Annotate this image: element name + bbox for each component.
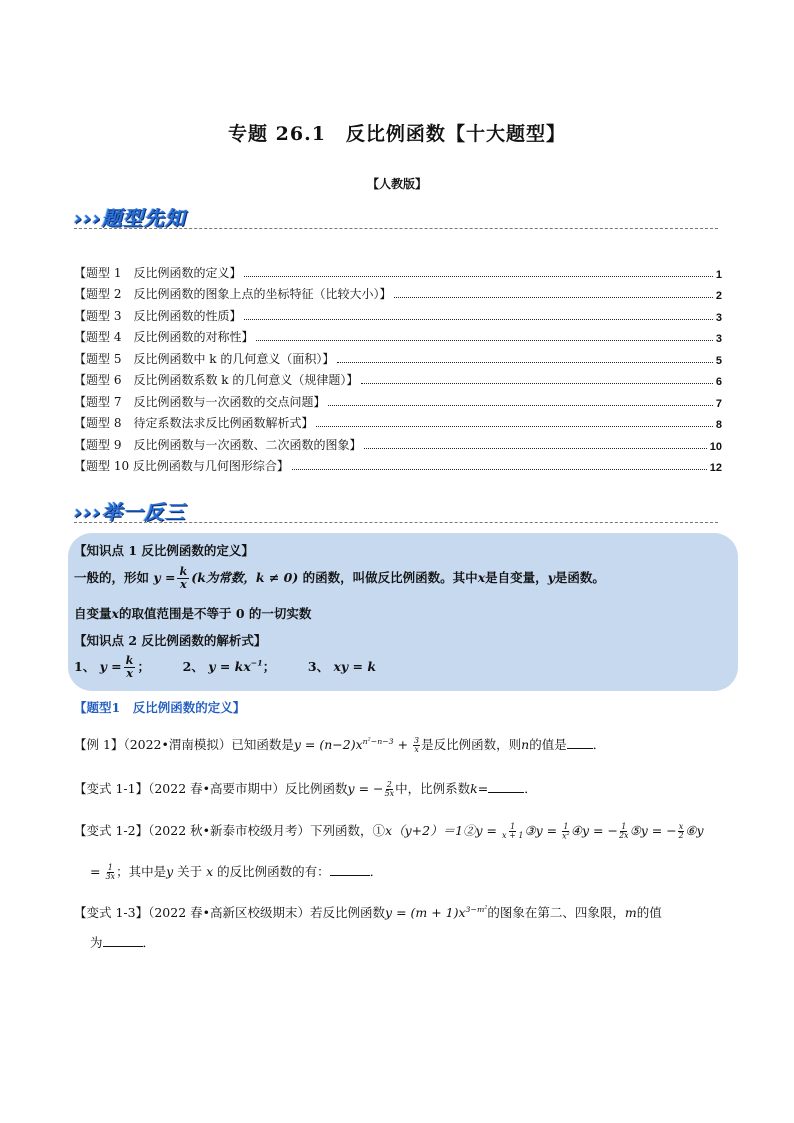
- section-title: 举一反三: [101, 500, 186, 524]
- toc-item[interactable]: 【题型 1 反比例函数的定义】 1: [74, 265, 722, 281]
- toc-leader: [244, 319, 712, 320]
- knowledge-1-definition: 一般的，形如 y = $\frac{k}{x}$ (k为常数，k ≠ 0) 的函数，叫做反比例函数。其中x是自变量，y是函数。: [74, 564, 605, 591]
- section-header-preview: [74, 202, 186, 228]
- section-title: 题型先知: [101, 206, 186, 230]
- toc-leader: [337, 362, 713, 363]
- toc-item[interactable]: 【题型 5 反比例函数中 k 的几何意义（面积）】 5: [74, 351, 722, 367]
- toc-leader: [244, 276, 712, 277]
- triple-arrow-icon: ›››: [74, 206, 102, 230]
- document-title: 专题 26.1 反比例函数【十大题型】: [228, 123, 566, 145]
- variant-1-3-line2: 为 ．: [90, 935, 156, 950]
- variant-1-2-line2: = $\frac{1}{3x}$ ；其中是y 关于 x 的反比例函数的有： ．: [90, 863, 383, 881]
- toc-leader: [394, 297, 712, 298]
- toc-leader: [292, 469, 707, 470]
- toc-leader: [364, 448, 706, 449]
- toc-leader: [256, 340, 712, 341]
- section-header-practice: [74, 496, 186, 522]
- triple-arrow-icon: ›››: [74, 500, 102, 524]
- toc-item[interactable]: 【题型 7 反比例函数与一次函数的交点问题】 7: [74, 394, 722, 410]
- knowledge-1-title: 【知识点 1 反比例函数的定义】: [74, 543, 254, 558]
- toc-item[interactable]: 【题型 2 反比例函数的图象上点的坐标特征（比较大小）】 2: [74, 287, 722, 302]
- variant-1-1: 【变式 1-1】（2022 春•高要市期中）反比例函数y = − $\frac{2}{5x}$ 中，比例系数k= ．: [74, 780, 537, 798]
- toc-item[interactable]: 【题型 3 反比例函数的性质】 3: [74, 308, 722, 324]
- section-divider: [74, 228, 718, 229]
- knowledge-2-forms: 1、 y = $\frac{k}{x}$ ； 2、 $y = kx^{-1}$； 3、 xy = k: [74, 653, 377, 680]
- section-divider: [74, 522, 718, 523]
- table-of-contents: [74, 259, 722, 474]
- toc-item[interactable]: 【题型 8 待定系数法求反比例函数解析式】 8: [74, 416, 722, 431]
- variant-1-2: 【变式 1-2】（2022 秋•新泰市校级月考）下列函数，①x（y+2）＝1②y = $\frac{1}{x + 1}$ ③y = $\frac{1}{x^2}$ ④y = − $\frac{1}{2x}$ ⑤y = − $\frac{x}{2}$ ⑥y: [74, 821, 704, 841]
- toc-item[interactable]: 【题型 4 反比例函数的对称性】 3: [74, 330, 722, 345]
- knowledge-1-domain: 自变量x的取值范围是不等于 0 的一切实数: [74, 606, 312, 621]
- answer-blank[interactable]: [488, 780, 524, 793]
- answer-blank[interactable]: [103, 934, 143, 947]
- edition-label: 【人教版】: [366, 177, 427, 191]
- toc-item[interactable]: 【题型 10 反比例函数与几何图形综合】 12: [74, 459, 722, 474]
- type-1-heading: 【题型1 反比例函数的定义】: [74, 700, 246, 715]
- answer-blank[interactable]: [330, 863, 370, 876]
- variant-1-3: 【变式 1-3】（2022 春•高新区校级期末）若反比例函数$y = (m + 1)x^{3-m^2}$的图象在第二、四象限，m的值: [74, 904, 662, 920]
- answer-blank[interactable]: [567, 736, 593, 749]
- knowledge-2-title: 【知识点 2 反比例函数的解析式】: [74, 633, 267, 648]
- example-1: 【例 1】（2022•渭南模拟）已知函数是$y = (n-2)x^{n^2-n-3}$ + $\frac{3}{x}$ 是反比例函数，则n的值是 ．: [74, 736, 606, 754]
- toc-leader: [316, 426, 712, 427]
- toc-item[interactable]: 【题型 6 反比例函数系数 k 的几何意义（规律题）】 6: [74, 373, 722, 388]
- toc-leader: [328, 405, 712, 406]
- toc-item[interactable]: 【题型 9 反比例函数与一次函数、二次函数的图象】 10: [74, 437, 722, 453]
- toc-leader: [361, 383, 713, 384]
